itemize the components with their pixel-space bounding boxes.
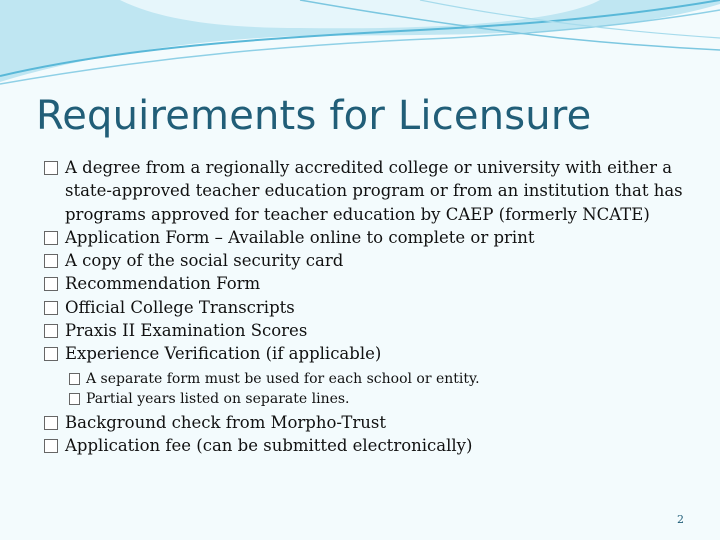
sub-bullet-text: Partial years listed on separate lines. [86, 390, 350, 407]
sub-bullet-text: A separate form must be used for each school or entity. [86, 370, 480, 387]
bullet-item [44, 434, 694, 457]
sub-bullet-item [69, 369, 694, 389]
checkbox-bullet-icon [44, 416, 58, 430]
slide-title: Requirements for Licensure [36, 93, 592, 139]
checkbox-bullet-icon [44, 231, 58, 245]
bullet-text: Recommendation Form [65, 274, 261, 294]
bullet-text: Application fee (can be submitted electronically) [65, 435, 473, 455]
bullet-text: Application Form – Available online to complete or print [65, 227, 535, 247]
bullet-item [44, 156, 694, 226]
checkbox-bullet-icon [44, 301, 58, 315]
sub-bullet-item [69, 389, 694, 409]
checkbox-bullet-icon [44, 347, 58, 361]
header-wave-decoration [0, 0, 720, 92]
bullet-text: Background check from Morpho-Trust [65, 412, 387, 432]
bullet-text: Praxis II Examination Scores [65, 321, 308, 341]
checkbox-bullet-icon [69, 393, 80, 405]
sub-bullet-list [44, 369, 694, 409]
checkbox-bullet-icon [44, 439, 58, 453]
bullet-item [44, 411, 694, 434]
checkbox-bullet-icon [44, 324, 58, 338]
checkbox-bullet-icon [69, 373, 80, 385]
bullet-text: Official College Transcripts [65, 297, 295, 317]
bullet-text: A copy of the social security card [65, 251, 344, 271]
checkbox-bullet-icon [44, 254, 58, 268]
bullet-text: Experience Verification (if applicable) [65, 344, 382, 364]
page-number: 2 [677, 513, 684, 526]
checkbox-bullet-icon [44, 277, 58, 291]
checkbox-bullet-icon [44, 161, 58, 175]
bullet-item [44, 272, 694, 295]
bullet-item [44, 296, 694, 319]
bullet-item [44, 226, 694, 249]
bullet-item [44, 249, 694, 272]
bullet-item [44, 319, 694, 342]
bullet-text: A degree from a regionally accredited college or university with either a state-approved teacher education program or from an institution that has programs approved for teacher education by CAEP (formerly NCATE) [65, 158, 683, 224]
bullet-list [44, 156, 694, 457]
bullet-item [44, 342, 694, 365]
